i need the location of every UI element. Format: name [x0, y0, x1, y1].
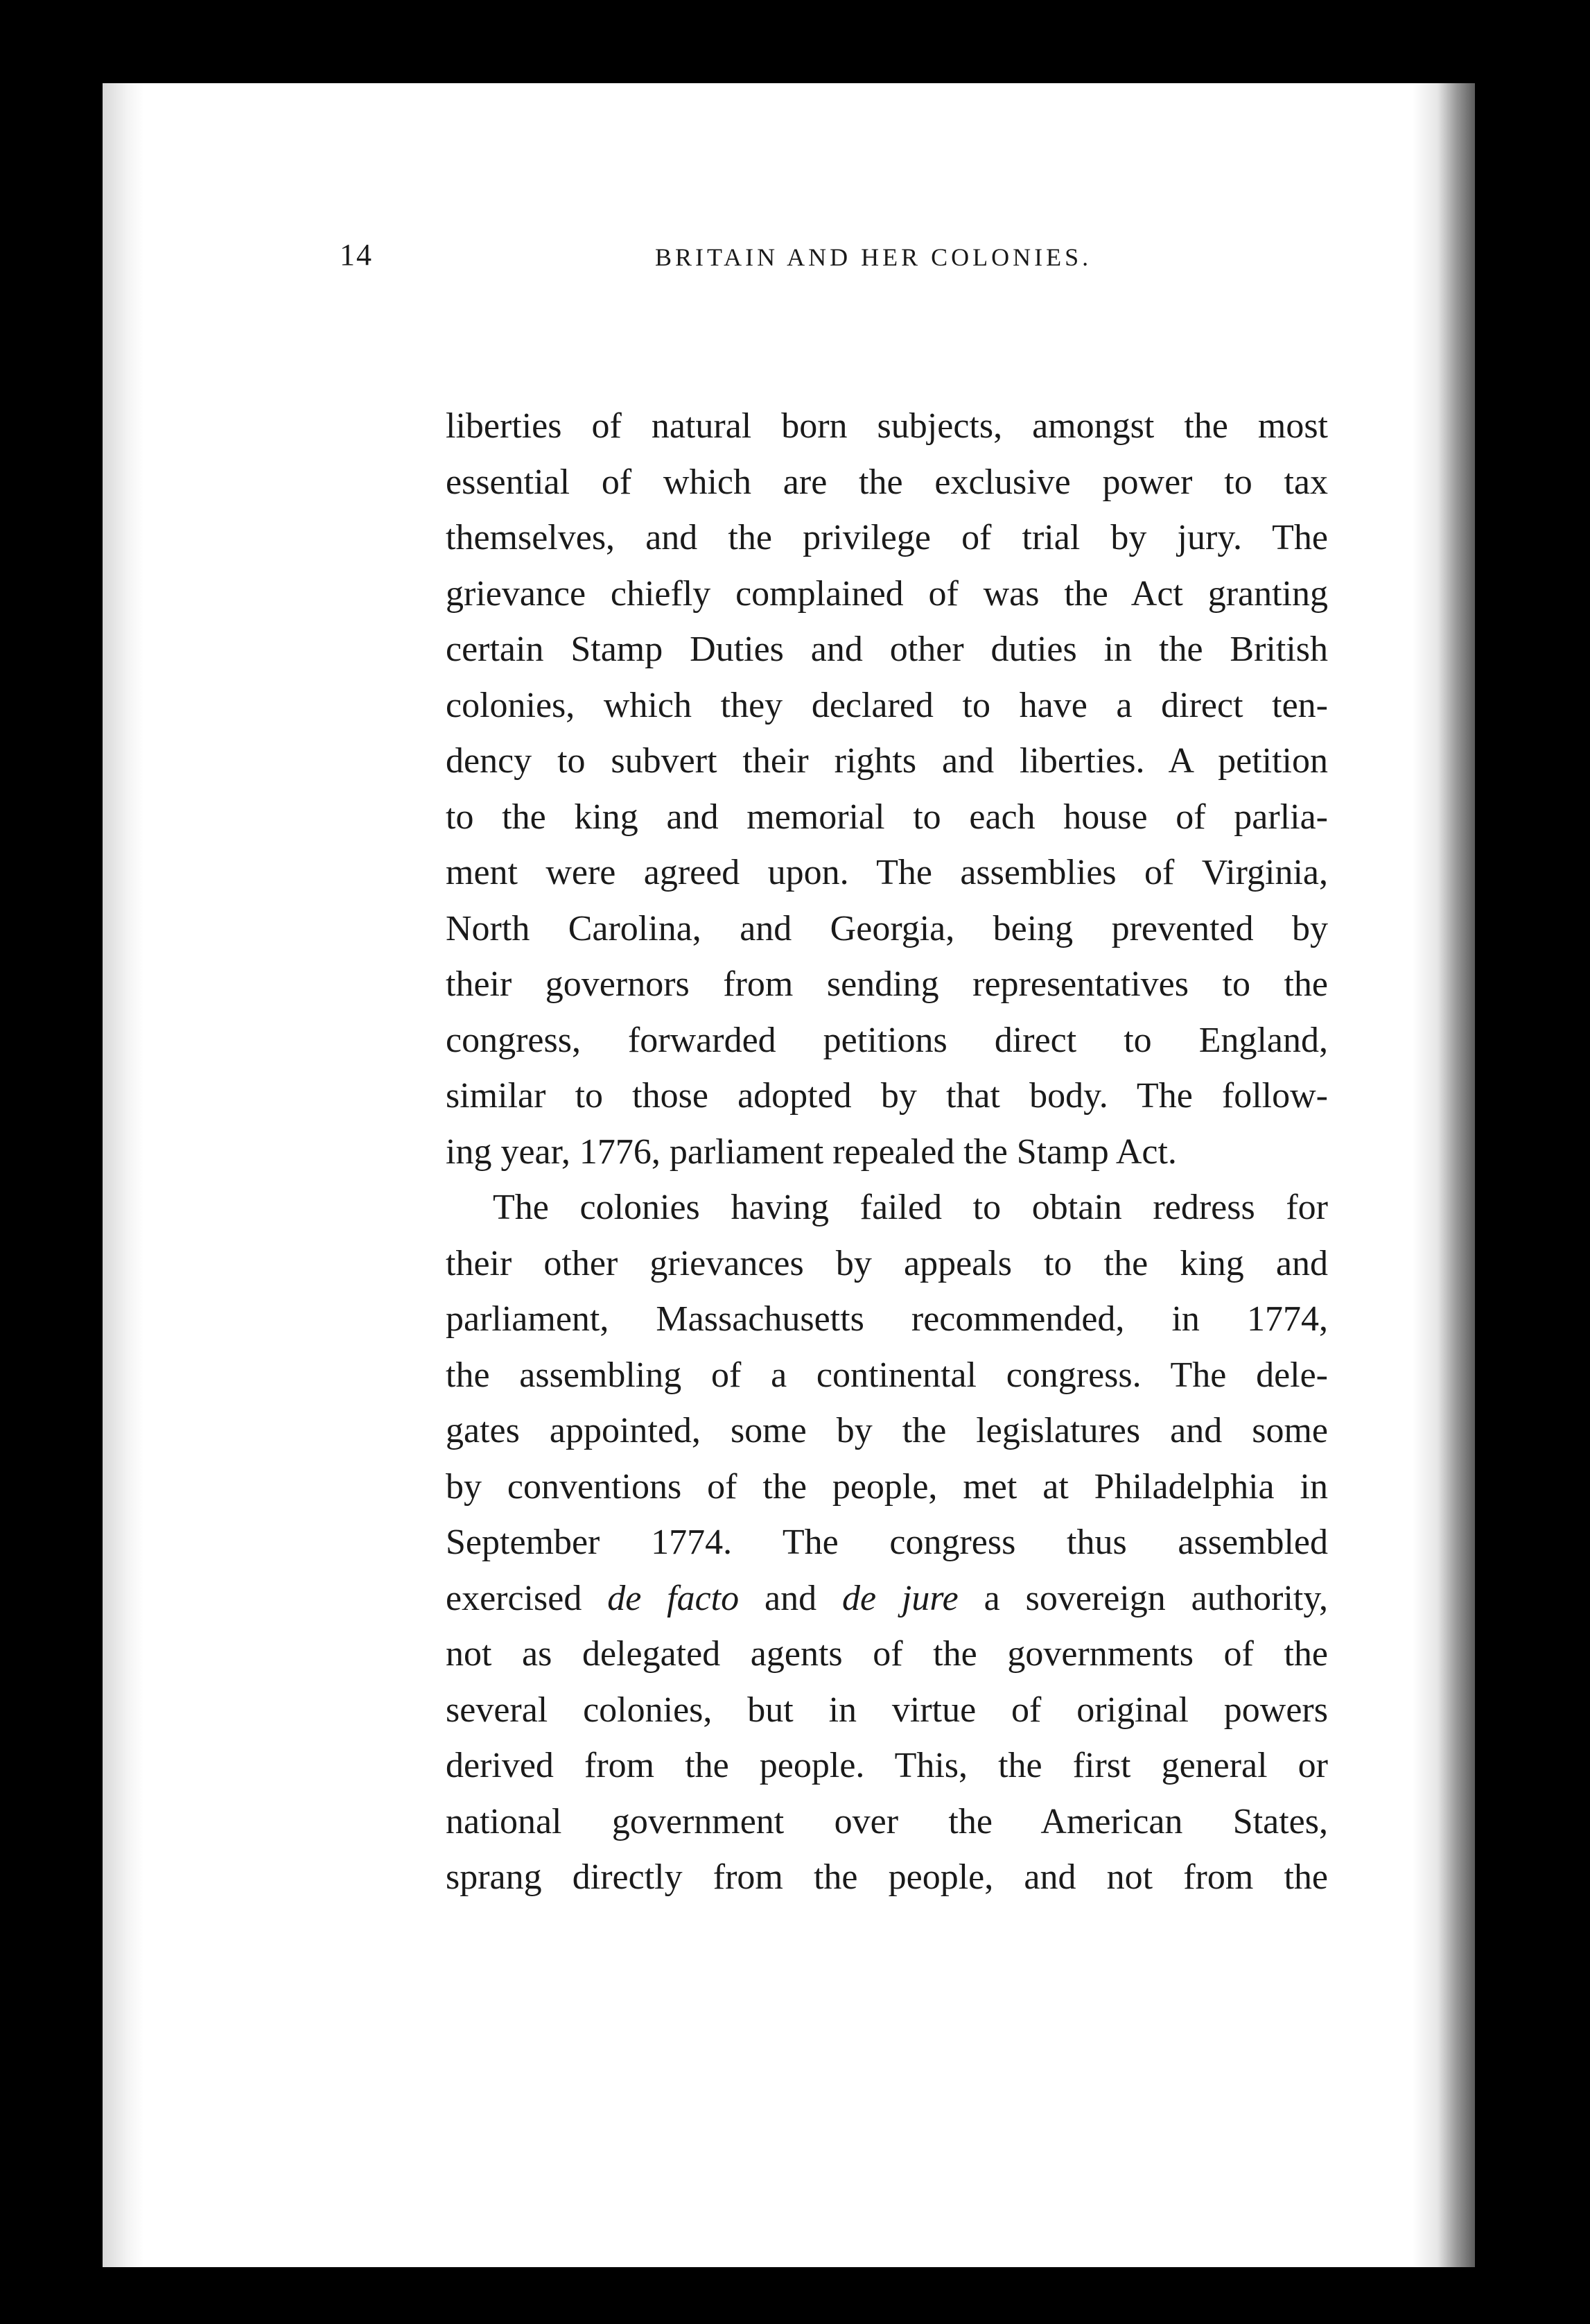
text-line: certain Stamp Duties and other duties in the British: [446, 630, 1328, 669]
text-line: parliament, Massachusetts recommended, in 1774,: [446, 1299, 1328, 1339]
text-line: national government over the American States,: [446, 1801, 1328, 1841]
text-line: congress, forwarded petitions direct to England,: [446, 1020, 1328, 1060]
text-line: their governors from sending representatives to the: [446, 964, 1328, 1004]
text-line: by conventions of the people, met at Philadelphia in: [446, 1466, 1328, 1507]
text-line: essential of which are the exclusive power to tax: [446, 462, 1328, 502]
text-line: to the king and memorial to each house of parlia-: [446, 797, 1328, 837]
text-line: colonies, which they declared to have a direct ten-: [446, 685, 1328, 725]
text-line: themselves, and the privilege of trial by jury. The: [446, 518, 1328, 557]
paragraph-1: [446, 399, 1328, 1180]
text-line: dency to subvert their rights and liberties. A petition: [446, 741, 1328, 781]
text-line: ing year, 1776, parliament repealed the Stamp Act.: [446, 1131, 1177, 1172]
text-line: several colonies, but in virtue of original powers: [446, 1690, 1328, 1730]
text-line: liberties of natural born subjects, amongst the most: [446, 406, 1328, 446]
text-run: and: [739, 1578, 842, 1618]
text-run: a sovereign authority,: [958, 1578, 1328, 1618]
running-head: BRITAIN AND HER COLONIES.: [655, 243, 1092, 271]
text-line: their other grievances by appeals to the king and: [446, 1243, 1328, 1283]
text-line: not as delegated agents of the governments of the: [446, 1634, 1328, 1674]
paragraph-2: [446, 1180, 1328, 1906]
text-line: gates appointed, some by the legislatures and some: [446, 1411, 1328, 1450]
page-header: [340, 237, 1365, 293]
body-text: [446, 399, 1328, 1906]
text-line: North Carolina, and Georgia, being prevented by: [446, 908, 1328, 948]
page-right-edge-shadow: [1413, 83, 1475, 2267]
text-line: similar to those adopted by that body. The follow-: [446, 1076, 1328, 1116]
italic-phrase-de-jure: de jure: [841, 1578, 959, 1618]
text-line: derived from the people. This, the first general or: [446, 1746, 1328, 1785]
text-line: The colonies having failed to obtain redress for: [493, 1188, 1328, 1227]
text-run: exercised: [446, 1578, 608, 1618]
text-line: grievance chiefly complained of was the Act granting: [446, 573, 1328, 614]
page-number: 14: [340, 238, 373, 272]
text-line-with-italics: [446, 1571, 1328, 1627]
text-line: ment were agreed upon. The assemblies of Virginia,: [446, 853, 1328, 892]
italic-phrase-de-facto: de facto: [607, 1578, 740, 1618]
text-line: September 1774. The congress thus assembled: [446, 1523, 1328, 1562]
page-left-edge-shadow: [103, 83, 144, 2267]
text-line: sprang directly from the people, and not from the: [446, 1857, 1328, 1897]
text-line: the assembling of a continental congress. The dele-: [446, 1355, 1328, 1395]
